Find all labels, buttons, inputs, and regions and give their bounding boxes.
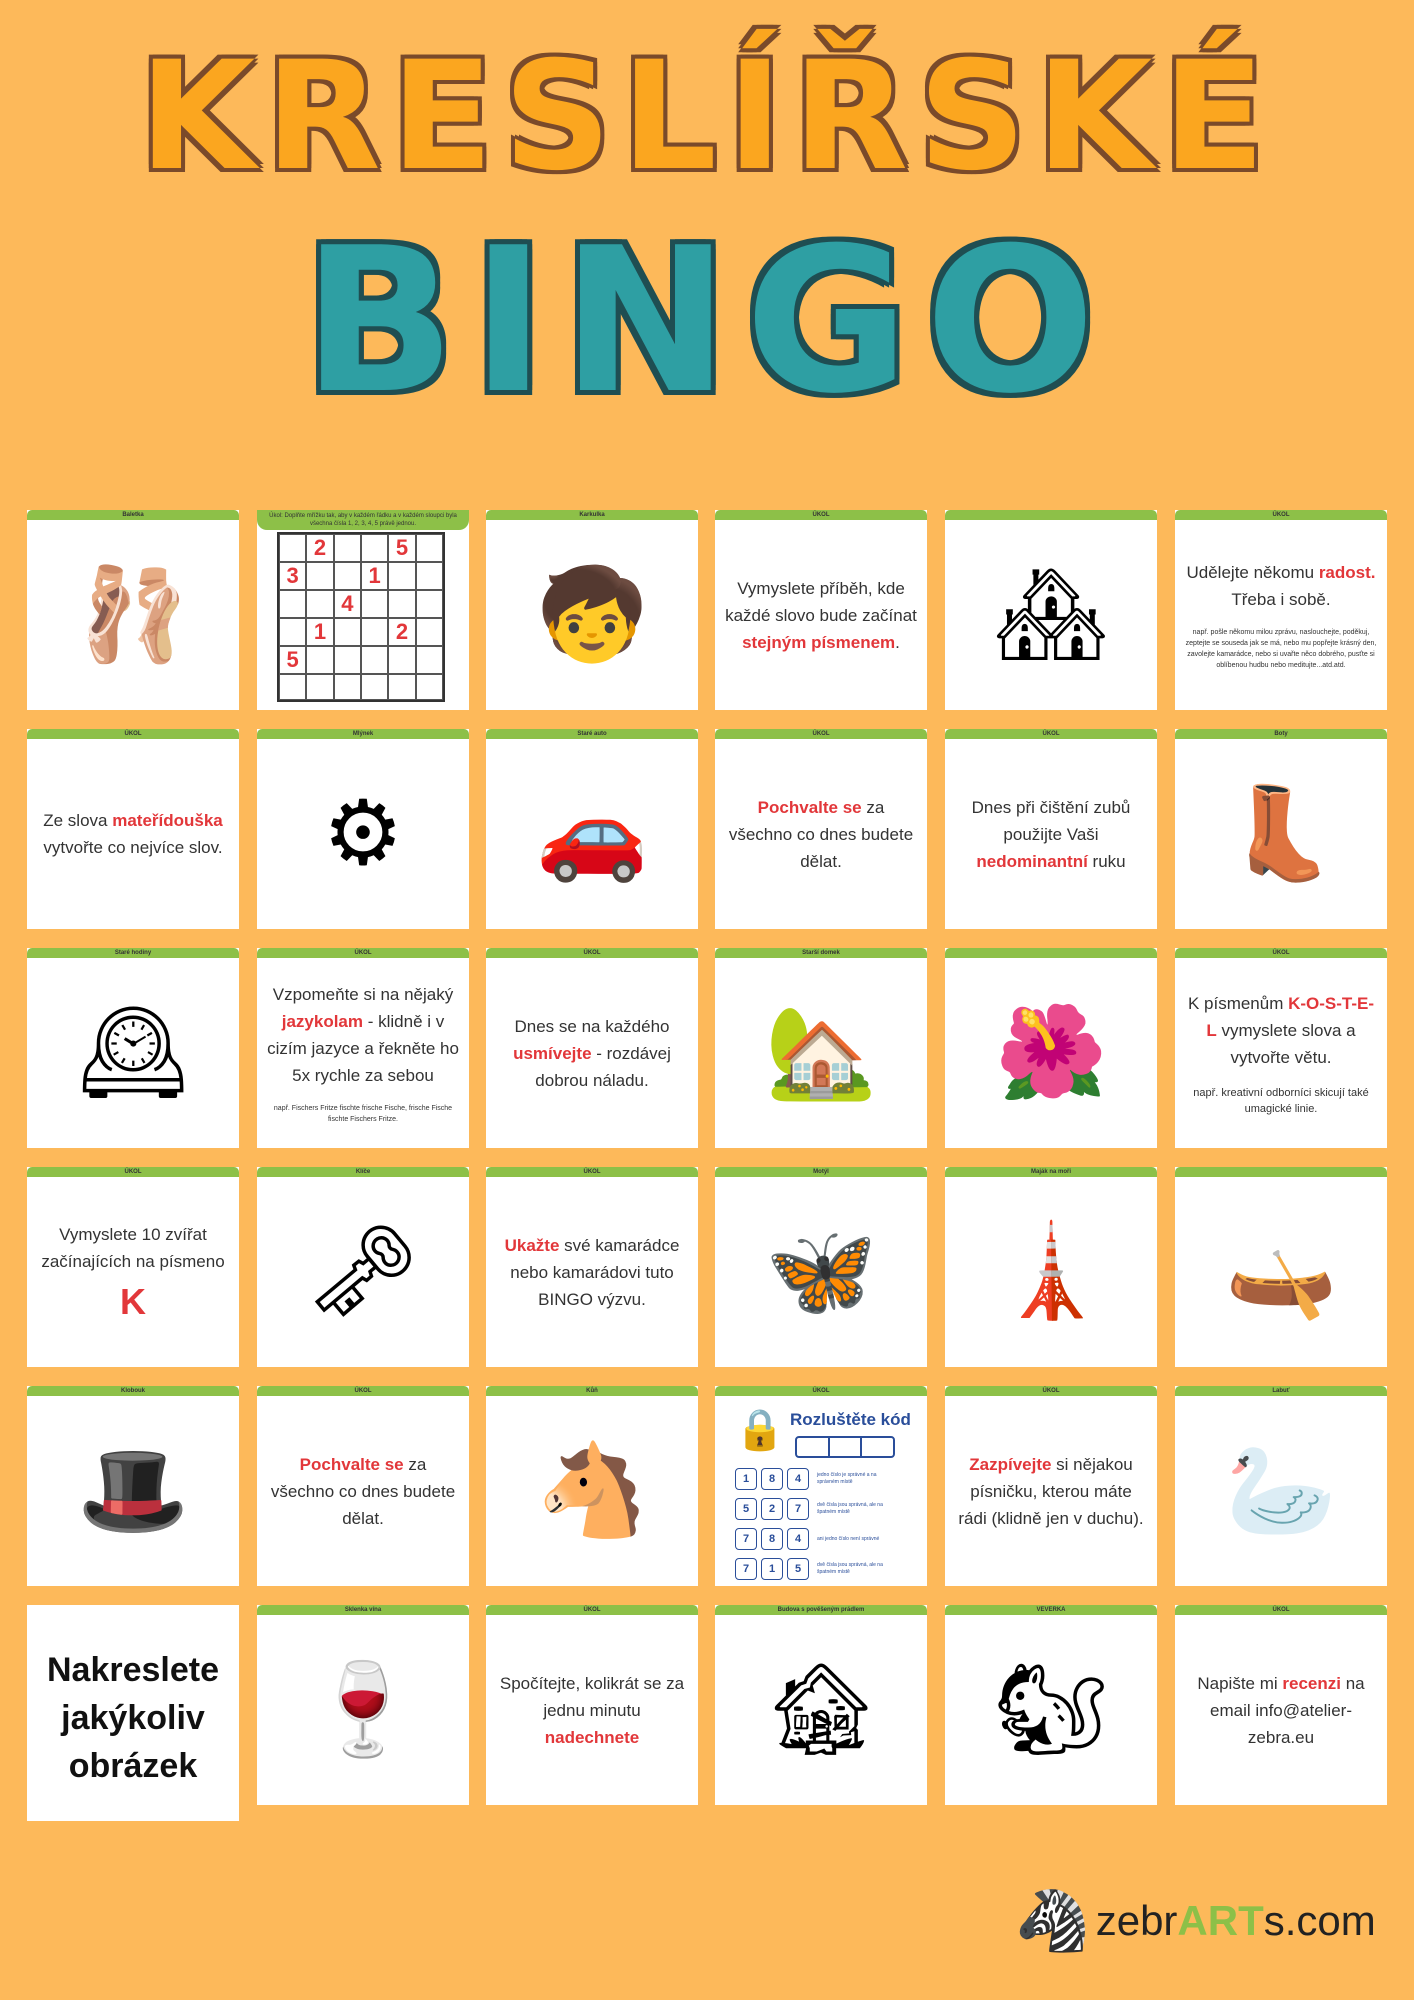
- sudoku-cell[interactable]: [361, 618, 388, 646]
- free-card-body: [27, 1615, 239, 1821]
- boat-sunset-icon: 🛶: [1224, 1222, 1338, 1322]
- task-highlight: recenzi: [1282, 1673, 1341, 1693]
- old-clock-icon: 🕰: [75, 1003, 191, 1103]
- logo-text: zebrARTs.com: [1095, 1896, 1376, 1944]
- card-image: [957, 962, 1145, 1144]
- sudoku-cell[interactable]: 3: [279, 562, 306, 590]
- sudoku-cell[interactable]: [388, 674, 415, 700]
- sudoku-cell[interactable]: [306, 674, 333, 700]
- card-header-bar: ÚKOL: [1175, 510, 1387, 520]
- task-text-part: vytvořte co nejvíce slov.: [43, 838, 223, 857]
- card-header-bar: ÚKOL: [486, 1605, 698, 1615]
- sudoku-cell[interactable]: [279, 618, 306, 646]
- bingo-card[interactable]: [715, 948, 927, 1148]
- sudoku-cell[interactable]: [306, 646, 333, 674]
- card-header-bar: ÚKOL: [1175, 1605, 1387, 1615]
- sudoku-cell[interactable]: [361, 590, 388, 618]
- bingo-card[interactable]: [257, 729, 469, 929]
- task-text: [496, 1013, 688, 1094]
- wine-glass-icon: 🍷: [306, 1660, 420, 1760]
- ballerina-icon: 🩰: [76, 565, 190, 665]
- code-clue-row: [735, 1498, 887, 1520]
- task-text: [496, 1670, 688, 1751]
- sudoku-cell[interactable]: [334, 674, 361, 700]
- task-highlight: stejným písmenem: [742, 632, 896, 652]
- sudoku-cell[interactable]: [416, 590, 443, 618]
- task-body: [257, 1396, 469, 1586]
- sudoku-cell[interactable]: 4: [334, 590, 361, 618]
- card-image: [498, 1400, 686, 1582]
- task-highlight: Zazpívejte: [969, 1454, 1052, 1474]
- task-highlight: nadechnete: [544, 1727, 640, 1747]
- bingo-card[interactable]: [27, 729, 239, 929]
- sudoku-cell[interactable]: [306, 562, 333, 590]
- task-body: [486, 1177, 698, 1367]
- sudoku-cell[interactable]: [361, 646, 388, 674]
- house-laundry-icon: 🏚: [763, 1660, 879, 1760]
- task-text-part: Třeba i sobě.: [1231, 590, 1331, 609]
- bingo-card[interactable]: [945, 1167, 1157, 1367]
- poppy-flowers-icon: 🌺: [994, 1003, 1108, 1103]
- bingo-card[interactable]: [27, 948, 239, 1148]
- code-answer-slot[interactable]: [862, 1438, 893, 1456]
- sudoku-grid: [277, 532, 445, 702]
- card-header-bar: Motýl: [715, 1167, 927, 1177]
- bingo-card[interactable]: [486, 510, 698, 710]
- bingo-card[interactable]: [257, 1605, 469, 1805]
- task-body: [486, 958, 698, 1148]
- sudoku-cell[interactable]: [416, 674, 443, 700]
- task-text: [267, 1451, 459, 1532]
- code-digit: 1: [761, 1558, 783, 1580]
- task-body: [1175, 958, 1387, 1148]
- bingo-card[interactable]: [945, 948, 1157, 1148]
- task-body: [1175, 1615, 1387, 1805]
- task-text-part: Ze slova: [43, 811, 113, 830]
- code-answer-slot[interactable]: [830, 1438, 863, 1456]
- task-text-part: Spočítejte, kolikrát se za jednu minutu: [499, 1673, 685, 1720]
- red-riding-hood-icon: 🧒: [535, 565, 649, 665]
- coffee-grinder-icon: ⚙: [322, 784, 404, 884]
- code-title: Rozluštěte kód: [790, 1410, 911, 1429]
- card-header-bar: Staré auto: [486, 729, 698, 739]
- code-digit: 8: [761, 1528, 783, 1550]
- task-highlight: jazykolam: [281, 1012, 363, 1031]
- sudoku-instructions: Úkol: Doplňte mřížku tak, aby v každém řádku a v každém sloupci byla všechna čísla 1, 2, 3, 4, 5 právě jednou.: [257, 510, 469, 530]
- card-image: [269, 743, 457, 925]
- sudoku-cell[interactable]: [388, 590, 415, 618]
- code-clue-row: [735, 1528, 887, 1550]
- task-text-part: si nějakou písničku, kterou máte rádi (klidně jen v duchu).: [958, 1454, 1144, 1528]
- bingo-card[interactable]: [1175, 510, 1387, 710]
- sudoku-cell[interactable]: 1: [306, 618, 333, 646]
- card-header-bar: ÚKOL: [945, 1386, 1157, 1396]
- free-card-text: Nakreslete jakýkoliv obrázek: [46, 1651, 219, 1785]
- task-highlight: Ukažte: [504, 1235, 560, 1255]
- bingo-card[interactable]: [1175, 729, 1387, 929]
- card-header-bar: [1175, 1167, 1387, 1177]
- card-header-bar: ÚKOL: [486, 1167, 698, 1177]
- code-digit: 5: [735, 1498, 757, 1520]
- task-body: [945, 1396, 1157, 1586]
- sudoku-cell[interactable]: 1: [361, 562, 388, 590]
- bingo-card[interactable]: [486, 1167, 698, 1367]
- card-header-bar: Klobouk: [27, 1386, 239, 1396]
- bingo-card[interactable]: [715, 1386, 927, 1586]
- zebra-icon: 🦓: [1015, 1887, 1090, 1954]
- old-car-icon: 🚗: [535, 784, 649, 884]
- code-hint: ani jedno číslo není správné: [817, 1535, 880, 1542]
- sudoku-cell[interactable]: [416, 534, 443, 562]
- card-header-bar: Starší domek: [715, 948, 927, 958]
- card-header-bar: Karkulka: [486, 510, 698, 520]
- task-text-part: ruku: [1087, 851, 1126, 871]
- task-text-part: - rozdávej dobrou náladu.: [535, 1043, 671, 1090]
- task-body: [27, 1177, 239, 1367]
- code-answer-slot[interactable]: [797, 1438, 830, 1456]
- bingo-card[interactable]: [257, 1386, 469, 1586]
- card-header-bar: ÚKOL: [486, 948, 698, 958]
- task-note: např. kreativní odborníci skicují také umagické linie.: [1193, 1086, 1369, 1115]
- sudoku-cell[interactable]: [334, 618, 361, 646]
- task-text-part: K písmenům: [1187, 993, 1289, 1013]
- card-header-bar: Labuť: [1175, 1386, 1387, 1396]
- task-body: [486, 1615, 698, 1805]
- task-text: [496, 1232, 688, 1313]
- code-answer-boxes[interactable]: [795, 1436, 895, 1458]
- card-header-bar: Boty: [1175, 729, 1387, 739]
- card-header-bar: ÚKOL: [27, 729, 239, 739]
- bingo-card[interactable]: [486, 729, 698, 929]
- task-text-part: Dnes se na každého: [514, 1016, 670, 1036]
- bingo-card[interactable]: [715, 729, 927, 929]
- card-image: [1187, 1400, 1375, 1582]
- card-header-bar: Budova s pověšeným prádlem: [715, 1605, 927, 1615]
- task-highlight: usmívejte: [513, 1043, 592, 1063]
- card-header-bar: Staré hodiny: [27, 948, 239, 958]
- sudoku-cell[interactable]: [416, 562, 443, 590]
- title-kreslirske: KRESLÍŘSKÉ: [139, 30, 1275, 204]
- task-text: [1185, 990, 1377, 1071]
- task-body: [715, 739, 927, 929]
- card-header-bar: Klíče: [257, 1167, 469, 1177]
- code-digit: 1: [735, 1468, 757, 1490]
- card-header-bar: ÚKOL: [715, 510, 927, 520]
- sudoku-cell[interactable]: 2: [388, 618, 415, 646]
- task-text-part: Vymyslete příběh, kde každé slovo bude začínat: [725, 578, 917, 625]
- task-note: např. pošle někomu milou zprávu, naslouchejte, poděkuj, zeptejte se souseda jak se má, nebo mu popřejte krásný den, zavolejte kamarádce, nebo si uvařte něco dobrého, pusťte si oblíbenou hudbu nebo meditujte...atd.atd.: [1185, 629, 1377, 669]
- task-body: [257, 958, 469, 1148]
- task-letter: K: [120, 1281, 146, 1322]
- bingo-card[interactable]: [486, 1605, 698, 1805]
- bingo-card[interactable]: [715, 510, 927, 710]
- card-image: [498, 524, 686, 706]
- task-text-part: za všechno co dnes budete dělat.: [728, 797, 914, 871]
- bingo-card[interactable]: [1175, 1386, 1387, 1586]
- code-digit: 7: [787, 1498, 809, 1520]
- colorful-houses-icon: 🏘: [993, 565, 1109, 665]
- lighthouse-icon: 🗼: [994, 1222, 1108, 1322]
- card-header-bar: Baletka: [27, 510, 239, 520]
- sudoku-cell[interactable]: 5: [279, 646, 306, 674]
- task-text: [37, 807, 229, 861]
- swan-icon: 🦢: [1224, 1441, 1338, 1541]
- code-hint: dvě čísla jsou správná, ale na špatném místě: [817, 1562, 883, 1575]
- task-text: [267, 981, 459, 1089]
- card-header-bar: [945, 510, 1157, 520]
- card-header-bar: ÚKOL: [715, 1386, 927, 1396]
- task-text: [1185, 559, 1377, 613]
- bingo-card[interactable]: [1175, 948, 1387, 1148]
- bingo-card[interactable]: [27, 1386, 239, 1586]
- card-header-bar: ÚKOL: [715, 729, 927, 739]
- sudoku-cell[interactable]: [279, 534, 306, 562]
- card-header-bar: ÚKOL: [1175, 948, 1387, 958]
- task-highlight: radost.: [1318, 563, 1376, 582]
- card-image: [957, 524, 1145, 706]
- task-text-part: na email info@atelier-zebra.eu: [1210, 1673, 1365, 1747]
- card-image: [957, 1619, 1145, 1801]
- code-digit: 4: [787, 1528, 809, 1550]
- squirrel-icon: 🐿: [993, 1660, 1109, 1760]
- task-text-part: Vymyslete 10 zvířat začínajících na písmeno: [41, 1225, 225, 1271]
- bingo-card[interactable]: [27, 510, 239, 710]
- bingo-grid: [27, 510, 1387, 1810]
- sudoku-cell[interactable]: [279, 590, 306, 618]
- card-image: [39, 524, 227, 706]
- task-highlight: Pochvalte se: [757, 797, 862, 817]
- bingo-card[interactable]: [945, 729, 1157, 929]
- card-header-bar: ÚKOL: [945, 729, 1157, 739]
- task-text-part: své kamarádce nebo kamarádovi tuto BINGO výzvu.: [510, 1235, 680, 1309]
- card-image: [1187, 1181, 1375, 1363]
- card-image: [727, 962, 915, 1144]
- sudoku-cell[interactable]: [306, 590, 333, 618]
- bingo-card[interactable]: [945, 1605, 1157, 1805]
- card-header-bar: VEVERKA: [945, 1605, 1157, 1615]
- task-text-part: za všechno co dnes budete dělat.: [270, 1454, 456, 1528]
- sudoku-cell[interactable]: [416, 646, 443, 674]
- task-text-part: Napište mi: [1197, 1673, 1283, 1693]
- card-image: [498, 743, 686, 925]
- task-highlight: nedominantní: [976, 851, 1088, 871]
- sudoku-cell[interactable]: 5: [388, 534, 415, 562]
- bingo-card[interactable]: [486, 1386, 698, 1586]
- top-hat-icon: 🎩: [76, 1441, 190, 1541]
- task-text-part: Udělejte někomu: [1186, 563, 1319, 582]
- card-image: [39, 962, 227, 1144]
- code-digit: 7: [735, 1528, 757, 1550]
- bingo-card[interactable]: [945, 1386, 1157, 1586]
- task-body: [945, 739, 1157, 929]
- task-highlight: mateřídouška: [112, 811, 223, 830]
- task-note: např. Fischers Fritze fischte frische Fische, frische Fische fischte Fischers Fritze.: [273, 1105, 453, 1123]
- code-clue-row: [735, 1558, 887, 1580]
- card-image: [269, 1181, 457, 1363]
- title-bingo: BINGO: [302, 205, 1112, 438]
- bingo-card[interactable]: [27, 1167, 239, 1367]
- card-header-bar: [945, 948, 1157, 958]
- task-text: [1185, 1670, 1377, 1751]
- task-text: [725, 794, 917, 875]
- old-boots-icon: 👢: [1224, 784, 1338, 884]
- bingo-card[interactable]: [257, 948, 469, 1148]
- sudoku-cell[interactable]: [334, 562, 361, 590]
- task-text: [725, 575, 917, 656]
- bingo-card[interactable]: [1175, 1167, 1387, 1367]
- cottage-icon: 🏡: [764, 1003, 878, 1103]
- bingo-card[interactable]: [257, 1167, 469, 1367]
- sudoku-cell[interactable]: [361, 534, 388, 562]
- bingo-card[interactable]: [486, 948, 698, 1148]
- card-header-bar: Maják na moři: [945, 1167, 1157, 1177]
- task-text: [955, 794, 1147, 875]
- code-digit: 7: [735, 1558, 757, 1580]
- card-image: [727, 1181, 915, 1363]
- card-header-bar: ÚKOL: [257, 1386, 469, 1396]
- task-text: [37, 1221, 229, 1275]
- task-body: [1175, 520, 1387, 710]
- task-body: [715, 520, 927, 710]
- card-image: [39, 1400, 227, 1582]
- site-logo[interactable]: [1015, 1885, 1376, 1956]
- sudoku-cell[interactable]: [279, 674, 306, 700]
- sudoku-cell[interactable]: [334, 534, 361, 562]
- card-image: [727, 1619, 915, 1801]
- card-header-bar: ÚKOL: [27, 1167, 239, 1177]
- code-digit: 8: [761, 1468, 783, 1490]
- task-text-part: Vzpomeňte si na nějaký: [272, 985, 454, 1004]
- horse-icon: 🐴: [535, 1441, 649, 1541]
- code-digit: 5: [787, 1558, 809, 1580]
- card-image: [269, 1619, 457, 1801]
- card-header-bar: Sklenka vína: [257, 1605, 469, 1615]
- task-highlight: Pochvalte se: [299, 1454, 404, 1474]
- code-hint: dvě čísla jsou správná, ale na špatném místě: [817, 1502, 883, 1515]
- task-text-part: .: [895, 632, 900, 652]
- task-text-part: - klidně i v cizím jazyce a řekněte ho 5x rychle za sebou: [267, 1012, 459, 1085]
- task-highlight: K-O-S-T-E-L: [1206, 993, 1375, 1040]
- bingo-card[interactable]: [27, 1605, 239, 1821]
- bingo-card[interactable]: [715, 1605, 927, 1805]
- card-header-bar: Kůň: [486, 1386, 698, 1396]
- sudoku-cell[interactable]: [416, 618, 443, 646]
- code-hint: jedno číslo je správné a na správném místě: [817, 1472, 877, 1485]
- sudoku-cell[interactable]: [388, 646, 415, 674]
- task-body: [27, 739, 239, 929]
- card-image: [1187, 743, 1375, 925]
- card-header-bar: Mlýnek: [257, 729, 469, 739]
- lock-icon: 🔒: [735, 1408, 785, 1452]
- sudoku-cell[interactable]: [388, 562, 415, 590]
- code-clue-row: [735, 1468, 887, 1490]
- sudoku-cell[interactable]: [361, 674, 388, 700]
- task-text: [955, 1451, 1147, 1532]
- sudoku-cell[interactable]: [334, 646, 361, 674]
- code-digit: 4: [787, 1468, 809, 1490]
- code-digit: 2: [761, 1498, 783, 1520]
- task-text-part: Dnes při čištění zubů použijte Vaši: [971, 797, 1131, 844]
- keys-icon: 🗝: [305, 1222, 421, 1322]
- task-text-part: vymyslete slova a vytvořte větu.: [1216, 1020, 1356, 1067]
- sudoku-cell[interactable]: 2: [306, 534, 333, 562]
- bingo-card[interactable]: [945, 510, 1157, 710]
- card-image: [957, 1181, 1145, 1363]
- butterfly-icon: 🦋: [764, 1222, 878, 1322]
- card-header-bar: ÚKOL: [257, 948, 469, 958]
- bingo-card[interactable]: [1175, 1605, 1387, 1805]
- bingo-card[interactable]: [257, 510, 469, 710]
- bingo-card[interactable]: [715, 1167, 927, 1367]
